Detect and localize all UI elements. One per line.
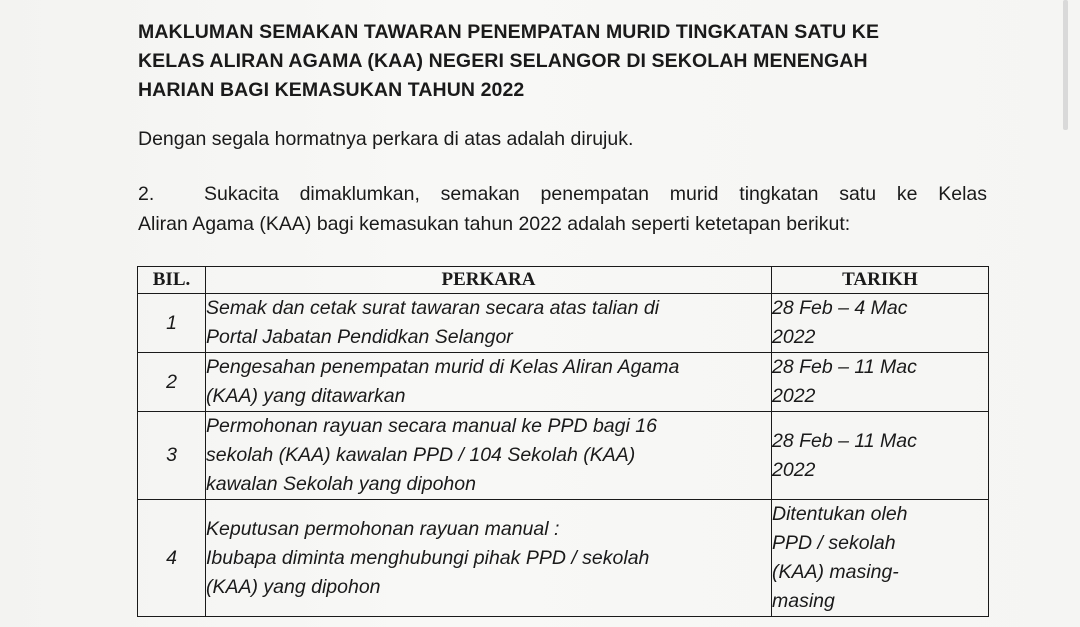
table-row: [138, 294, 989, 353]
cell-line: 28 Feb – 11 Mac: [772, 356, 917, 378]
table-row: [138, 500, 989, 617]
cell-tarikh: [772, 353, 989, 412]
cell-line: Ibubapa diminta menghubungi pihak PPD / sekolah: [206, 546, 650, 569]
cell-perkara: [206, 294, 772, 353]
header-perkara: PERKARA: [206, 267, 772, 294]
cell-bil: 1: [138, 294, 206, 353]
cell-line: kawalan Sekolah yang dipohon: [206, 473, 476, 495]
header-bil: BIL.: [138, 267, 206, 294]
cell-line: 2022: [772, 326, 816, 348]
cell-line: 28 Feb – 11 Mac: [772, 429, 917, 452]
cell-line: (KAA) masing-: [772, 561, 899, 583]
cell-tarikh: [772, 412, 989, 500]
cell-line: Keputusan permohonan rayuan manual :: [206, 517, 560, 540]
cell-line: Ditentukan oleh: [772, 503, 908, 525]
document-title: [138, 18, 998, 105]
cell-line: Semak dan cetak surat tawaran secara atas talian di: [206, 297, 660, 319]
cell-line: (KAA) yang ditawarkan: [206, 385, 406, 407]
header-tarikh: TARIKH: [772, 267, 989, 294]
paragraph-text: Sukacita dimaklumkan, semakan penempatan murid tingkatan satu ke Kelas: [204, 183, 987, 205]
table-row: [138, 353, 989, 412]
title-line: KELAS ALIRAN AGAMA (KAA) NEGERI SELANGOR DI SEKOLAH MENENGAH: [138, 50, 868, 72]
cell-line: masing: [772, 590, 835, 612]
cell-line: 2022: [772, 385, 816, 407]
cell-line: 28 Feb – 4 Mac: [772, 297, 908, 319]
paragraph-2-line-2: Aliran Agama (KAA) bagi kemasukan tahun 2022 adalah seperti ketetapan berikut:: [138, 213, 851, 235]
cell-bil: 3: [138, 412, 206, 500]
scrollbar[interactable]: [1063, 0, 1068, 130]
cell-bil: 4: [138, 500, 206, 617]
opening-paragraph: Dengan segala hormatnya perkara di atas adalah dirujuk.: [138, 128, 634, 150]
cell-perkara: [206, 412, 772, 500]
cell-line: 2022: [772, 458, 816, 481]
paragraph-number: 2.: [138, 183, 155, 205]
cell-perkara: [206, 500, 772, 617]
cell-line: (KAA) yang dipohon: [206, 575, 381, 598]
cell-line: Permohonan rayuan secara manual ke PPD bagi 16: [206, 415, 657, 437]
cell-line: sekolah (KAA) kawalan PPD / 104 Sekolah (KAA): [206, 444, 636, 466]
cell-line: Pengesahan penempatan murid di Kelas Aliran Agama: [206, 356, 680, 378]
schedule-table: [137, 266, 989, 617]
paragraph-2-line-1: [138, 179, 987, 209]
cell-tarikh: [772, 500, 989, 617]
cell-perkara: [206, 353, 772, 412]
table-row: [138, 412, 989, 500]
cell-line: Portal Jabatan Pendidkan Selangor: [206, 326, 513, 348]
cell-bil: 2: [138, 353, 206, 412]
title-line: MAKLUMAN SEMAKAN TAWARAN PENEMPATAN MURID TINGKATAN SATU KE: [138, 21, 880, 43]
table-header-row: [138, 267, 989, 294]
title-line: HARIAN BAGI KEMASUKAN TAHUN 2022: [138, 79, 525, 101]
cell-line: PPD / sekolah: [772, 532, 896, 554]
cell-tarikh: [772, 294, 989, 353]
